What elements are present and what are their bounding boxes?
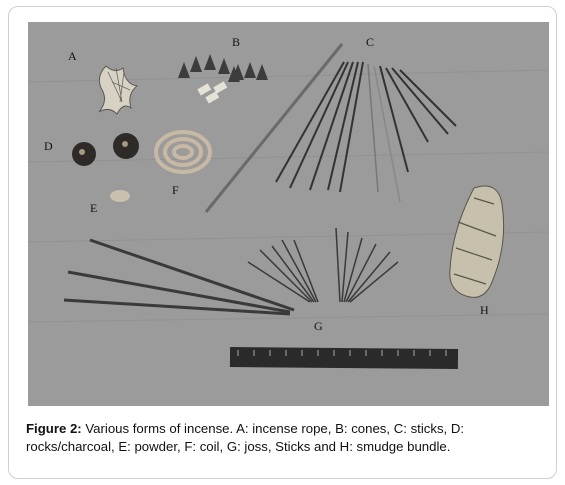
label-c: C <box>366 35 375 49</box>
caption-title: Figure 2: <box>26 421 82 436</box>
label-g: G <box>314 319 323 333</box>
figure-caption <box>26 420 546 456</box>
label-e: E <box>90 201 98 215</box>
label-d: D <box>44 139 53 153</box>
ruler <box>230 347 458 369</box>
caption-text: Various forms of incense. A: incense rope, B: cones, C: sticks, D: rocks/charcoal, E: powder, F: coil, G: joss, Sticks and H: smudge bundle. <box>26 421 465 454</box>
incense-powder <box>110 190 130 202</box>
label-a: A <box>68 49 77 63</box>
incense-photo <box>28 22 549 406</box>
label-f: F <box>172 183 179 197</box>
label-b: B <box>232 35 241 49</box>
photo-illustration <box>28 22 549 406</box>
label-h: H <box>480 303 489 317</box>
